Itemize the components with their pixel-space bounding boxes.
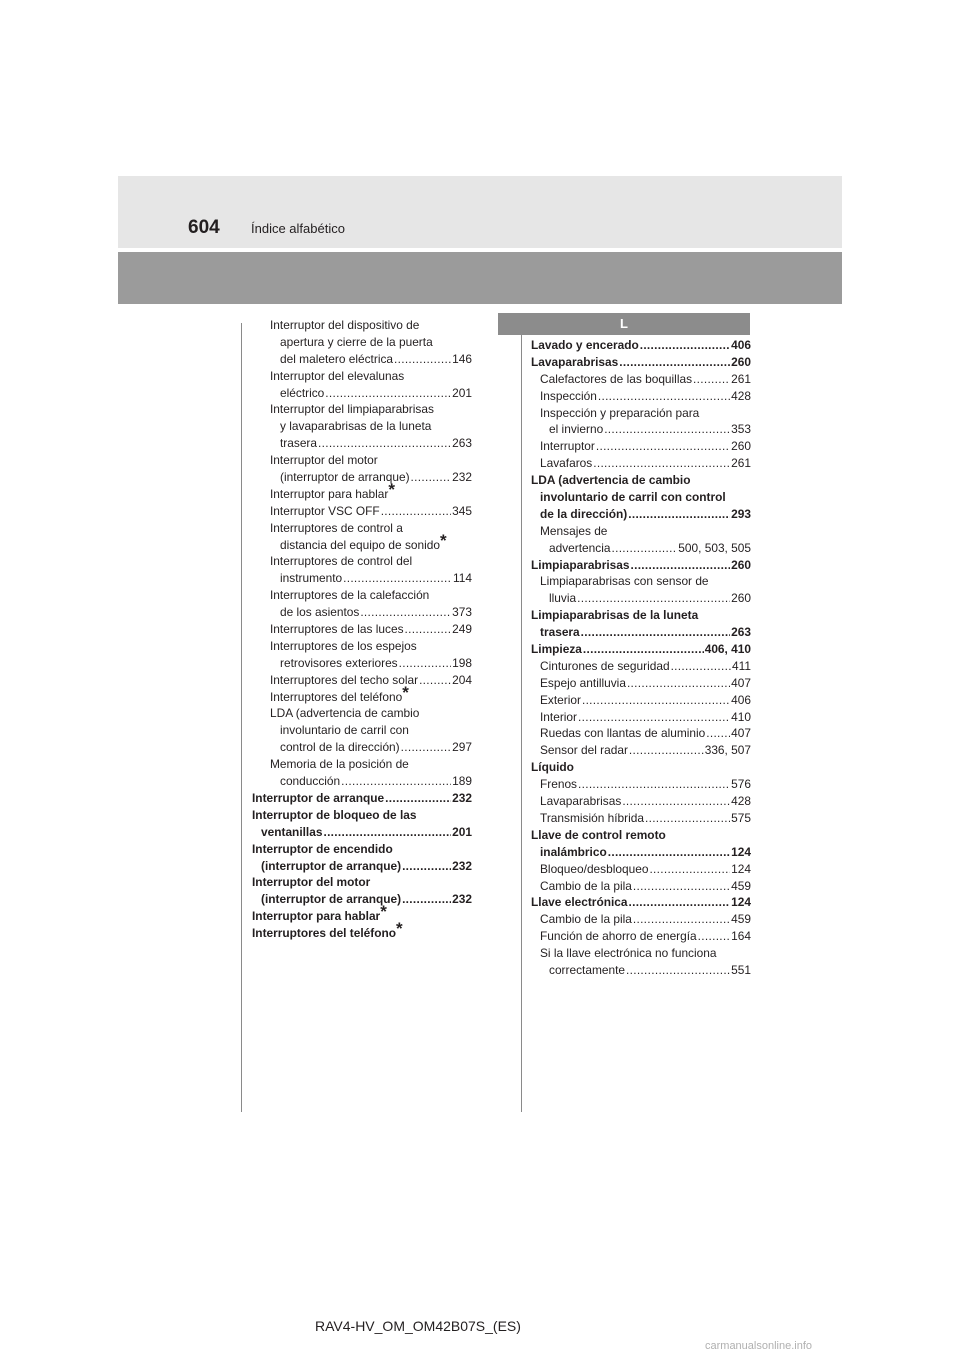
index-entry — [531, 455, 751, 472]
index-entry-page: 500, 503, 505 — [678, 540, 751, 555]
index-entry-page: 373 — [452, 605, 472, 620]
index-entry-page: 407 — [731, 726, 751, 741]
index-entry-term: Bloqueo/desbloqueo — [540, 861, 649, 876]
index-entry-term: Limpiaparabrisas — [531, 557, 630, 572]
leader-dots — [598, 388, 730, 405]
leader-dots — [693, 371, 730, 388]
index-entry — [531, 354, 751, 371]
leader-dots — [577, 590, 730, 607]
index-entry — [531, 388, 751, 405]
index-entry-term: Interruptor del limpiaparabrisas — [270, 402, 434, 417]
index-entry-term: Interruptores de las luces — [270, 622, 404, 637]
leader-dots — [583, 641, 704, 658]
index-entry-term: instrumento — [280, 571, 343, 586]
index-entry-page: 353 — [731, 422, 751, 437]
asterisk-mark: * — [380, 902, 387, 922]
index-entry-page: 260 — [731, 354, 751, 369]
index-entry-term: control de la dirección) — [280, 740, 400, 755]
leader-dots — [596, 438, 730, 455]
index-entry-page: 551 — [731, 962, 751, 977]
index-entry-page: 189 — [452, 774, 472, 789]
index-entry-term: distancia del equipo de sonido — [280, 537, 440, 552]
index-entry — [531, 861, 751, 878]
leader-dots — [640, 337, 730, 354]
index-entry-page: 428 — [731, 794, 751, 809]
column-divider-middle — [521, 323, 522, 1112]
leader-dots — [381, 503, 451, 520]
leader-dots — [604, 421, 730, 438]
leader-dots — [399, 655, 452, 672]
index-entry-term: Interruptores de la calefacción — [270, 588, 430, 603]
index-entry-term: Llave electrónica — [531, 895, 628, 910]
index-entry — [531, 692, 751, 709]
index-entry — [531, 607, 751, 641]
index-entry-term: Interruptor del motor — [252, 875, 371, 890]
index-entry-term: conducción — [280, 774, 341, 789]
index-entry — [252, 790, 472, 807]
index-entry-page: 263 — [452, 436, 472, 451]
index-entry-term: Interruptor para hablar — [252, 909, 381, 924]
index-entry — [531, 709, 751, 726]
index-entry — [531, 725, 751, 742]
asterisk-mark: * — [439, 530, 447, 550]
leader-dots — [671, 658, 731, 675]
index-entry-term: Frenos — [540, 777, 578, 792]
index-entry — [252, 807, 472, 841]
leader-dots — [608, 844, 730, 861]
leader-dots — [360, 604, 451, 621]
index-entry-term: Cambio de la pila — [540, 912, 632, 927]
index-entry-term: Lavado y encerado — [531, 338, 639, 352]
leader-dots — [628, 506, 730, 523]
index-entry-term: (interruptor de arranque) — [261, 892, 402, 907]
index-entry-page: 261 — [731, 371, 751, 386]
index-entry — [531, 371, 751, 388]
index-entry-page: 249 — [452, 622, 472, 637]
index-entry — [531, 759, 751, 776]
index-entry-page: 575 — [731, 810, 751, 825]
index-entry-term: Interior — [540, 709, 578, 724]
index-entry — [252, 874, 472, 908]
index-entry — [252, 682, 472, 706]
index-entry — [531, 827, 751, 861]
index-entry-page: 260 — [731, 557, 751, 572]
index-entry-term: Cambio de la pila — [540, 878, 632, 893]
leader-dots — [627, 675, 730, 692]
asterisk-mark: * — [396, 919, 403, 939]
index-entry-page: 459 — [731, 912, 751, 927]
index-entry-term: de los asientos — [280, 605, 360, 620]
index-entry-page: 146 — [452, 351, 472, 366]
index-entry-term: retrovisores exteriores — [280, 655, 398, 670]
index-entry-term: Mensajes de — [540, 523, 608, 538]
index-entry — [531, 793, 751, 810]
index-entry-term: apertura y cierre de la puerta — [280, 334, 433, 349]
index-entry — [252, 672, 472, 689]
asterisk-mark: * — [402, 682, 409, 702]
index-entry-term: ventanillas — [261, 824, 323, 839]
leader-dots — [633, 911, 730, 928]
index-entry-term: Interruptor VSC OFF — [270, 503, 380, 518]
leader-dots — [698, 928, 730, 945]
index-entry-term: Inspección — [540, 388, 597, 403]
index-entry-term: Limpiaparabrisas con sensor de — [540, 574, 709, 589]
leader-dots — [341, 773, 451, 790]
index-entry-page: 232 — [452, 790, 472, 805]
index-entry-term: advertencia — [549, 540, 611, 555]
index-entry-term: Calefactores de las boquillas — [540, 371, 693, 386]
index-entry — [252, 503, 472, 520]
index-entry — [531, 658, 751, 675]
index-entry-page: 345 — [452, 503, 472, 518]
index-entry-term: Lavaparabrisas — [531, 354, 619, 369]
index-entry-page: 261 — [731, 456, 751, 471]
leader-dots — [578, 709, 730, 726]
index-entry-page: 293 — [731, 506, 751, 521]
index-entry-term: (interruptor de arranque) — [280, 470, 410, 485]
index-entry-term: trasera — [540, 625, 580, 640]
index-entry-term: Interruptor del dispositivo de — [270, 318, 420, 332]
index-entry — [531, 742, 751, 759]
index-entry — [252, 401, 472, 452]
index-entry-term: Líquido — [531, 760, 574, 775]
index-entry-term: Interruptor del elevalunas — [270, 368, 405, 383]
document-code: RAV4-HV_OM_OM42B07S_(ES) — [315, 1318, 521, 1334]
index-column-left — [252, 317, 472, 942]
leader-dots — [581, 624, 730, 641]
index-entry-term: Si la llave electrónica no funciona — [540, 946, 717, 961]
header-dark-band — [118, 252, 842, 304]
index-entry-term: Exterior — [540, 692, 581, 707]
index-entry — [252, 841, 472, 875]
leader-dots — [649, 861, 730, 878]
index-entry-page: 260 — [731, 439, 751, 454]
index-entry — [252, 587, 472, 621]
index-entry — [252, 317, 472, 368]
index-entry — [252, 553, 472, 587]
index-entry — [252, 368, 472, 402]
index-entry-page: 204 — [452, 672, 472, 687]
index-entry — [531, 523, 751, 557]
index-entry-term: Limpiaparabrisas de la luneta — [531, 608, 699, 623]
index-entry-page: 201 — [452, 385, 472, 400]
index-entry-term: Interruptores de los espejos — [270, 638, 417, 653]
index-entry-term: Memoria de la posición de — [270, 757, 409, 772]
index-entry-term: Interruptor de encendido — [252, 841, 393, 856]
index-entry-page: 406 — [731, 338, 751, 352]
leader-dots — [582, 692, 730, 709]
index-entry-term: Interruptores de control del — [270, 554, 413, 569]
watermark: carmanualsonline.info — [705, 1340, 813, 1352]
index-entry-term: Interruptores del teléfono — [270, 689, 403, 704]
index-entry-term: del maletero eléctrica — [280, 351, 394, 366]
index-entry-page: 232 — [452, 470, 472, 485]
leader-dots — [325, 385, 451, 402]
index-entry-term: Transmisión híbrida — [540, 810, 644, 825]
leader-dots — [706, 725, 730, 742]
index-entry — [531, 928, 751, 945]
index-entry — [531, 945, 751, 979]
index-entry — [531, 573, 751, 607]
index-entry-page: 114 — [453, 571, 472, 586]
letter-section-header: L — [498, 313, 750, 335]
index-entry — [252, 621, 472, 638]
leader-dots — [622, 793, 730, 810]
index-entry-term: Función de ahorro de energía — [540, 929, 697, 944]
leader-dots — [343, 570, 452, 587]
leader-dots — [645, 810, 730, 827]
index-entry-term: y lavaparabrisas de la luneta — [280, 419, 432, 434]
index-entry-page: 260 — [731, 591, 751, 606]
header-top-band — [118, 176, 842, 248]
index-entry-term: Interruptor de arranque — [252, 790, 385, 805]
leader-dots — [619, 354, 730, 371]
index-entry-term: Interruptores del teléfono — [252, 926, 397, 941]
leader-dots — [630, 557, 730, 574]
leader-dots — [323, 824, 451, 841]
index-entry-term: Limpieza — [531, 642, 582, 657]
leader-dots — [385, 790, 451, 807]
leader-dots — [611, 540, 677, 557]
index-entry-term: LDA (advertencia de cambio — [531, 473, 691, 488]
leader-dots — [629, 742, 704, 759]
index-entry-term: trasera — [280, 436, 318, 451]
index-entry-page: 198 — [452, 655, 472, 670]
index-entry-term: Interruptores del techo solar — [270, 672, 419, 687]
index-entry-term: Interruptor de bloqueo de las — [252, 807, 417, 822]
index-entry — [531, 776, 751, 793]
index-entry — [531, 911, 751, 928]
index-entry-page: 336, 507 — [704, 743, 751, 758]
index-entry — [531, 337, 751, 354]
index-entry — [252, 479, 472, 503]
leader-dots — [318, 435, 451, 452]
index-entry-term: Lavaparabrisas — [540, 794, 622, 809]
index-entry-term: inalámbrico — [540, 844, 607, 859]
asterisk-mark: * — [388, 479, 395, 499]
index-entry-page: 232 — [452, 892, 472, 907]
index-entry-term: correctamente — [549, 962, 626, 977]
index-entry — [252, 919, 472, 942]
index-entry-term: Interruptor — [540, 439, 595, 454]
index-entry — [531, 472, 751, 523]
leader-dots — [411, 469, 452, 486]
index-entry — [531, 641, 751, 658]
leader-dots — [401, 739, 452, 756]
column-divider-left — [241, 323, 242, 1112]
index-entry — [531, 878, 751, 895]
index-entry — [531, 557, 751, 574]
page-number: 604 — [188, 217, 220, 238]
leader-dots — [405, 621, 452, 638]
index-entry-term: Inspección y preparación para — [540, 405, 700, 420]
index-entry — [531, 894, 751, 911]
index-entry-page: 410 — [731, 709, 751, 724]
index-entry-page: 406 — [731, 692, 751, 707]
leader-dots — [394, 351, 451, 368]
leader-dots — [593, 455, 730, 472]
index-entry-page: 459 — [731, 878, 751, 893]
index-entry-term: lluvia — [549, 591, 577, 606]
leader-dots — [402, 858, 451, 875]
index-column-right — [531, 337, 751, 979]
index-entry-term: Lavafaros — [540, 456, 593, 471]
index-entry-page: 232 — [452, 858, 472, 873]
leader-dots — [626, 962, 730, 979]
index-entry-term: Sensor del radar — [540, 743, 628, 758]
section-title: Índice alfabético — [251, 221, 345, 236]
leader-dots — [578, 776, 730, 793]
index-entry-page: 124 — [731, 844, 751, 859]
index-entry-page: 406, 410 — [704, 642, 751, 657]
index-entry-page: 411 — [732, 658, 751, 673]
leader-dots — [629, 894, 731, 911]
index-entry-page: 124 — [731, 895, 751, 910]
index-entry-term: Espejo antilluvia — [540, 675, 626, 690]
index-entry-term: Ruedas con llantas de aluminio — [540, 726, 706, 741]
index-entry-page: 164 — [731, 929, 751, 944]
index-entry-term: Llave de control remoto — [531, 827, 666, 842]
index-entry — [531, 675, 751, 692]
leader-dots — [419, 672, 451, 689]
index-entry — [252, 756, 472, 790]
index-entry-term: de la dirección) — [540, 506, 628, 521]
index-entry-term: Interruptores de control a — [270, 520, 403, 535]
index-entry-term: Interruptor para hablar — [270, 486, 389, 501]
leader-dots — [402, 891, 451, 908]
index-entry-page: 263 — [731, 625, 751, 640]
index-entry-page: 407 — [731, 675, 751, 690]
index-entry-term: el invierno — [549, 422, 604, 437]
index-entry-term: eléctrico — [280, 385, 325, 400]
leader-dots — [633, 878, 730, 895]
index-entry-page: 124 — [731, 861, 751, 876]
index-entry-term: Cinturones de seguridad — [540, 658, 670, 673]
index-entry — [252, 902, 472, 925]
index-entry — [531, 438, 751, 455]
index-entry — [252, 705, 472, 756]
index-entry-term: (interruptor de arranque) — [261, 858, 402, 873]
index-entry-term: involuntario de carril con control — [540, 490, 726, 505]
index-entry — [252, 452, 472, 486]
index-entry — [531, 405, 751, 439]
index-entry-term: LDA (advertencia de cambio — [270, 706, 420, 721]
index-entry-page: 428 — [731, 388, 751, 403]
index-entry-page: 576 — [731, 777, 751, 792]
index-entry-term: Interruptor del motor — [270, 453, 378, 468]
index-entry — [252, 638, 472, 672]
index-entry-term: involuntario de carril con — [280, 723, 409, 738]
index-entry — [531, 810, 751, 827]
index-entry-page: 297 — [452, 740, 472, 755]
index-entry-page: 201 — [452, 824, 472, 839]
index-entry — [252, 520, 472, 554]
